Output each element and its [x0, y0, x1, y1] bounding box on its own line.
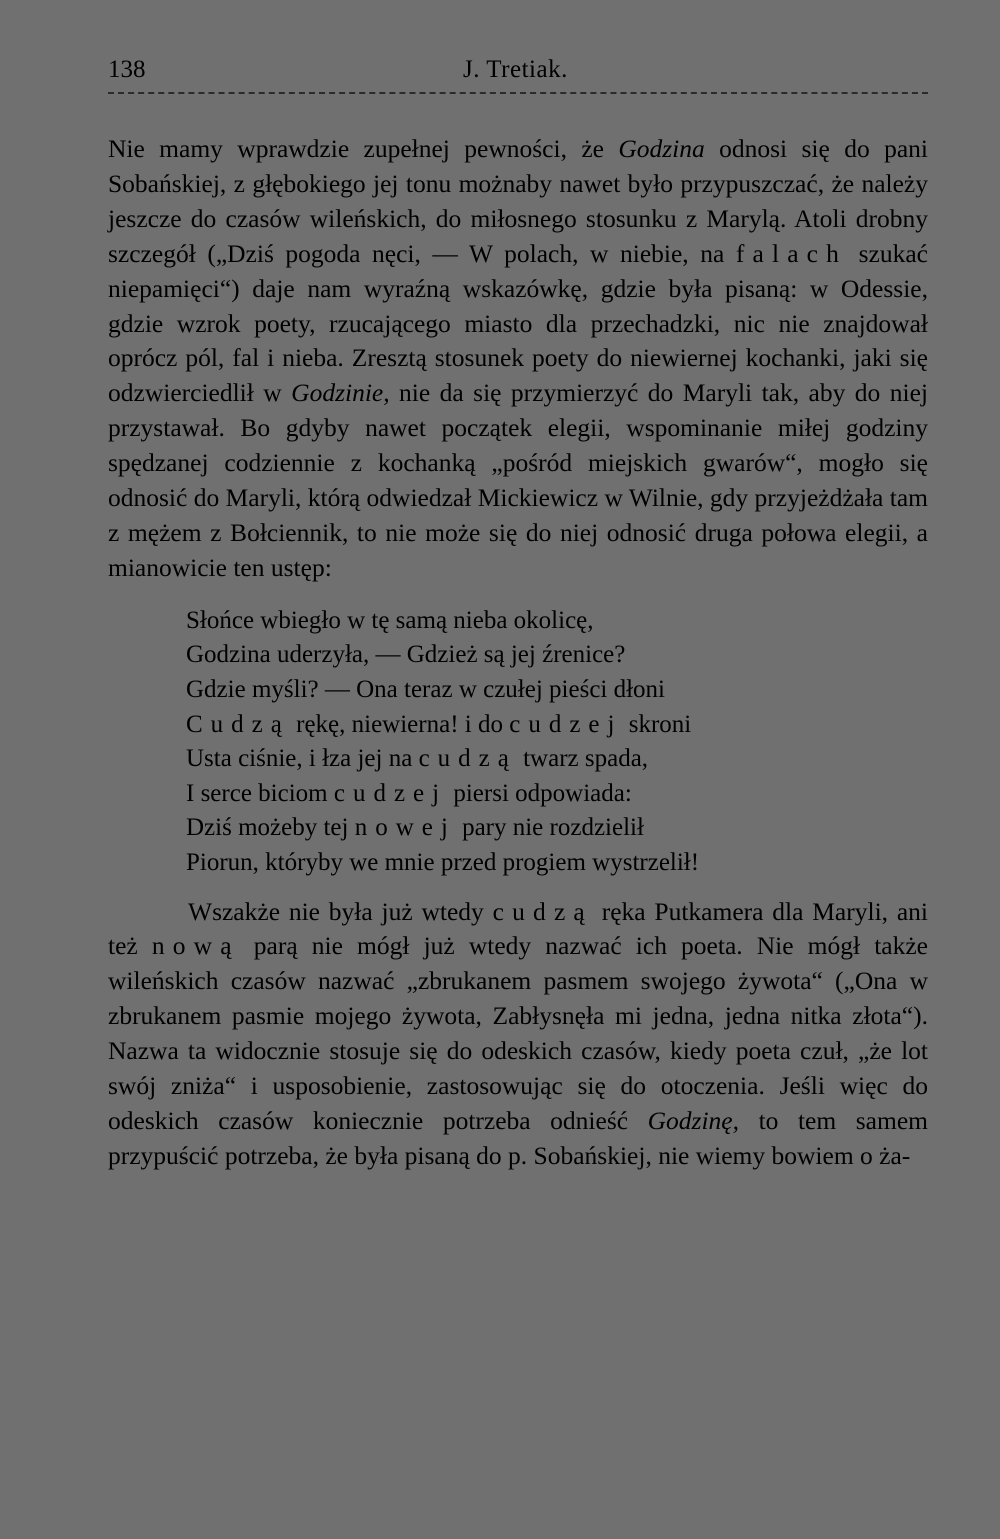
verse-text: piersi odpowiada:	[447, 779, 632, 807]
paragraph-1	[108, 132, 928, 586]
paragraph-1-italic-title: Godzinie,	[291, 378, 390, 408]
paragraph-2-text: to tem samem przypuścić potrzeba, że była pisaną do p. Sobańskiej, nie wiemy bowiem o ża-	[108, 1105, 928, 1170]
verse-quotation	[186, 604, 928, 881]
verse-text: skroni	[622, 710, 692, 738]
verse-text: twarz spada,	[516, 745, 649, 773]
running-head: J. Tretiak.	[463, 56, 568, 83]
verse-text: Usta ciśnie, i łza jej na	[186, 745, 419, 773]
paragraph-2-text: parą nie mógł już wtedy nazwać ich poeta. Nie mógł także wileńskich czasów nazwać „zbrukanem pasmem swojego żywota“ („Ona w zbrukanem pasmie mojego żywota, Zabłysnęła mi jedna, jedna nitka złota“). Nazwa ta widocznie stosuje się do odeskich czasów, kiedy poeta czuł, „że lot swój zniża“ i usposobienie, zastosowując się do otoczenia. Jeśli więc do odeskich czasów koniecznie potrzeba odnieść	[108, 931, 928, 1135]
verse-spaced-word: cudzej	[333, 779, 448, 807]
paragraph-2-text: ręka Putkamera dla Maryli, ani też	[108, 896, 929, 961]
header-rule	[108, 92, 928, 94]
verse-text: rękę, niewierna! i do	[289, 710, 510, 738]
verse-spaced-word: cudzą	[418, 745, 517, 773]
verse-spaced-word: cudzej	[509, 710, 623, 738]
page-number: 138	[108, 56, 146, 83]
paragraph-2-text: Wszakże nie była już wtedy	[188, 896, 493, 926]
paragraph-1-text: nie da się przymierzyć do Maryli tak, aby do niej przystawał. Bo gdyby nawet początek elegii, wspominanie miłej godziny spędzanej codziennie z kochanką „pośród miejskich gwarów“, mogło się odnosić do Maryli, którą odwiedzał Mickiewicz w Wilnie, gdy przyjeżdżała tam z mężem z Bołciennik, to nie może się do niej odnosić druga połowa elegii, a mianowicie ten ustęp:	[108, 378, 928, 582]
paragraph-1-text: odnosi się do pani Sobańskiej, z głębokiego jej tonu możnaby nawet było przypuszczać, że należy jeszcze do czasów wileńskich, do miłosnego stosunku z Marylą. Atoli drobny szczegół („Dziś pogoda nęci, — W polach, w niebie, na	[108, 134, 928, 268]
verse-line-4	[186, 708, 928, 743]
paragraph-2	[108, 895, 928, 1174]
paragraph-1-spaced-word: falach	[735, 238, 848, 268]
verse-line-5	[186, 742, 928, 777]
body-text	[108, 132, 928, 1174]
verse-line-7	[186, 811, 928, 846]
verse-line-1: Słońce wbiegło w tę samą nieba okolicę,	[186, 606, 594, 634]
verse-line-8: Piorun, któryby we mnie przed progiem wystrzelił!	[186, 848, 700, 876]
paragraph-1-italic-title: Godzina	[618, 134, 705, 163]
verse-line-2: Godzina uderzyła, — Gdzież są jej źrenice?	[186, 641, 626, 669]
paragraph-2-spaced-word: nową	[151, 931, 240, 961]
paragraph-2-spaced-word: cudzą	[492, 896, 593, 926]
verse-spaced-word: Cudzą	[186, 710, 290, 738]
verse-spaced-word: nowej	[354, 814, 456, 842]
verse-text: Dziś możeby tej	[186, 814, 355, 842]
paragraph-2-italic-title: Godzinę,	[647, 1105, 739, 1135]
page-header	[108, 54, 928, 98]
paragraph-1-text: Nie mamy wprawdzie zupełnej pewności, że	[108, 134, 619, 163]
verse-line-6	[186, 777, 928, 812]
verse-text: pary nie rozdzielił	[455, 814, 644, 842]
verse-line-3: Gdzie myśli? — Ona teraz w czułej pieści dłoni	[186, 675, 666, 703]
book-page	[108, 54, 928, 1514]
paragraph-1-text: szukać niepamięci“) daje nam wyraźną wskazówkę, gdzie była pisaną: w Odessie, gdzie wzrok poety, rzucającego miasto dla przechadzki, nic nie znajdował oprócz pól, fal i nieba. Zresztą stosunek poety do niewiernej kochanki, jaki się odzwierciedlił w	[108, 238, 928, 408]
verse-text: I serce biciom	[186, 779, 334, 807]
